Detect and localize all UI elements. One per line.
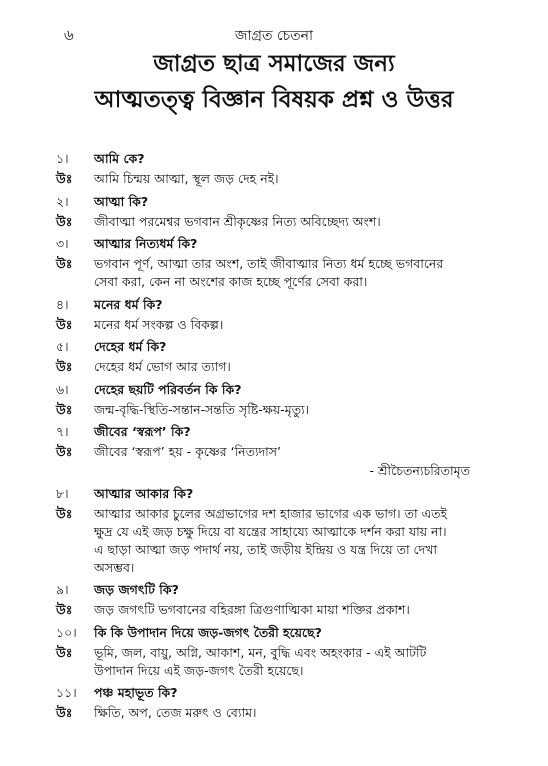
answer-row	[56, 505, 504, 577]
answer-row	[56, 443, 504, 461]
answer-row	[56, 601, 504, 619]
question-text: আত্মার আকার কি?	[94, 485, 194, 501]
question-row	[56, 581, 504, 599]
answer-text	[94, 401, 504, 419]
question-row	[56, 338, 504, 356]
question-text: দেহের ধর্ম কি?	[94, 339, 167, 354]
question-number: ১।	[56, 151, 69, 166]
answer-line: দেহের ধর্ম ভোগ আর ত্যাগ।	[94, 359, 231, 374]
answer-line: ক্ষুদ্র যে এই জড় চক্ষু দিয়ে বা যন্ত্রের সাহায্যে আত্মাকে দর্শন করা যায় না।	[94, 523, 447, 539]
answer-text	[94, 443, 504, 461]
answer-text	[94, 644, 504, 680]
answer-marker: উঃ	[56, 444, 73, 459]
running-head: জাগ্রত চেতনা	[234, 28, 314, 44]
question-text: আমি কে?	[94, 151, 145, 166]
answer-row	[56, 644, 504, 680]
question-number: ৩।	[56, 236, 69, 251]
title-line: আত্মতত্ত্ব বিজ্ঞান বিষয়ক প্রশ্ন ও উত্তর	[94, 87, 454, 113]
answer-marker: উঃ	[56, 705, 73, 720]
question-text: আত্মা কি?	[94, 193, 149, 209]
answer-line: ভগবান পূর্ণ, আত্মা তার অংশ, তাই জীবাত্মার নিত্য ধর্ম হচ্ছে ভগবানের	[94, 256, 444, 271]
answer-line: অসম্ভব।	[94, 559, 135, 575]
question-row	[56, 381, 504, 399]
answer-row	[56, 358, 504, 376]
answer-marker: উঃ	[56, 505, 73, 521]
answer-text	[94, 255, 504, 291]
answer-row	[56, 255, 504, 291]
question-number: ৪।	[56, 296, 69, 312]
question-row	[56, 150, 504, 168]
question-number: ৫।	[56, 339, 69, 354]
question-text: মনের ধর্ম কি?	[94, 296, 163, 312]
question-row	[56, 423, 504, 441]
question-text: কি কি উপাদান দিয়ে জড়-জগৎ তৈরী হয়েছে?	[94, 624, 322, 640]
question-number: ১০।	[56, 624, 77, 640]
answer-line: এ ছাড়া আত্মা জড় পদার্থ নয়, তাই জড়ীয় ইন্দ্রিয় ও যন্ত্র দিয়ে তা দেখা	[94, 541, 438, 557]
answer-line: ভূমি, জল, বায়ু, অগ্নি, আকাশ, মন, বুদ্ধি এবং অহংকার - এই আটটি	[94, 644, 427, 660]
answer-marker: উঃ	[56, 213, 73, 229]
answer-text	[94, 505, 504, 577]
question-number: ৬।	[56, 381, 69, 397]
answer-row	[56, 316, 504, 334]
answer-line: জড় জগৎটি ভগবানের বহিরঙ্গা ত্রিগুণাত্মিকা মায়া শক্তির প্রকাশ।	[94, 602, 410, 617]
answer-line: আমি চিন্ময় আত্মা, স্থূল জড় দেহ নই।	[94, 171, 279, 186]
answer-text	[94, 704, 504, 722]
quote-attribution: - শ্রীচৈতন্যচরিতামৃত	[369, 463, 470, 478]
question-number: ৭।	[56, 424, 69, 439]
answer-line: সেবা করা, কেন না অংশের কাজ হচ্ছে পূর্ণের সেবা করা।	[94, 274, 368, 289]
answer-line: ক্ষিতি, অপ, তেজ মরুৎ ও ব্যোম।	[94, 705, 257, 720]
answer-text	[94, 316, 504, 334]
answer-line: জীবাত্মা পরমেশ্বর ভগবান শ্রীকৃষ্ণের নিত্য অবিচ্ছেদ্য অংশ।	[94, 213, 381, 229]
answer-marker: উঃ	[56, 256, 73, 271]
title-line: জাগ্রত ছাত্র সমাজের জন্য	[153, 51, 395, 77]
question-row	[56, 296, 504, 314]
answer-row	[56, 213, 504, 231]
question-number: ১১।	[56, 685, 77, 700]
question-text: জড় জগৎটি কি?	[94, 582, 179, 597]
page-number: ৬	[64, 26, 74, 44]
question-text: দেহের ছয়টি পরিবর্তন কি কি?	[94, 381, 242, 397]
answer-text	[94, 213, 504, 231]
question-row	[56, 235, 504, 253]
answer-text	[94, 358, 504, 376]
question-row	[56, 684, 504, 702]
answer-row	[56, 401, 504, 419]
qa-list	[56, 150, 504, 722]
answer-text	[94, 601, 504, 619]
question-text: জীবের ‘স্বরূপ’ কি?	[94, 424, 191, 439]
answer-line: জীবের ‘স্বরূপ’ হয় - কৃষ্ণের ‘নিত্যদাস’	[94, 444, 282, 459]
question-text: আত্মার নিত্যধর্ম কি?	[94, 236, 198, 251]
page-title	[0, 46, 548, 118]
question-text: পঞ্চ মহাভূত কি?	[94, 685, 178, 700]
answer-text	[94, 170, 504, 188]
question-number: ৮।	[56, 485, 69, 501]
answer-line: মনের ধর্ম সংকল্প ও বিকল্প।	[94, 316, 224, 332]
answer-line: আত্মার আকার চুলের অগ্রভাগের দশ হাজার ভাগের এক ভাগ। তা এতই	[94, 505, 447, 521]
question-row	[56, 624, 504, 642]
answer-row	[56, 704, 504, 722]
answer-marker: উঃ	[56, 316, 73, 332]
answer-row	[56, 170, 504, 188]
answer-line: উপাদান দিয়ে এই জড়-জগৎ তৈরী হয়েছে।	[94, 662, 304, 678]
question-number: ২।	[56, 193, 69, 209]
question-row	[56, 485, 504, 503]
question-row	[56, 193, 504, 211]
answer-marker: উঃ	[56, 401, 73, 417]
answer-marker: উঃ	[56, 644, 73, 660]
answer-marker: উঃ	[56, 359, 73, 374]
answer-marker: উঃ	[56, 171, 73, 186]
question-number: ৯।	[56, 582, 69, 597]
answer-marker: উঃ	[56, 602, 73, 617]
answer-line: জন্ম-বৃদ্ধি-স্থিতি-সন্তান-সন্ততি সৃষ্টি-ক্ষয়-মৃত্যু।	[94, 401, 310, 417]
